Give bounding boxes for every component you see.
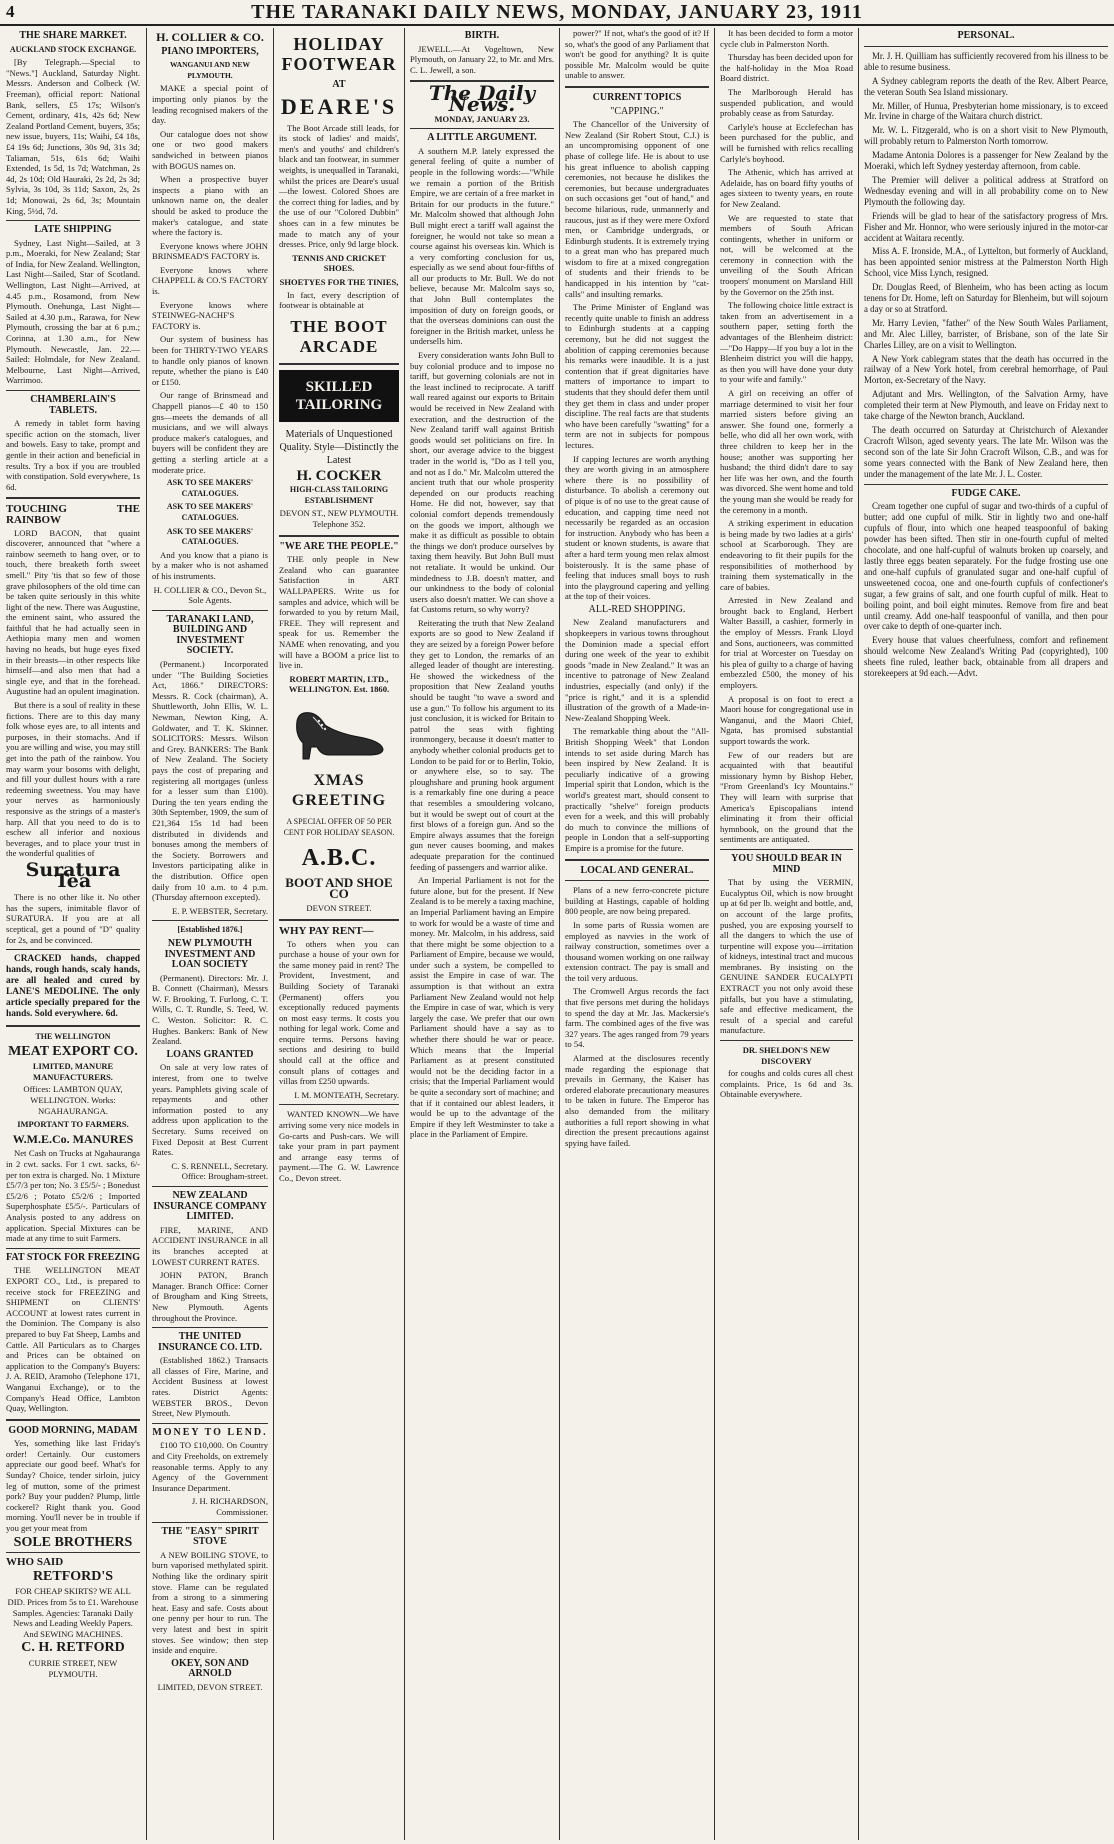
personal-item: Adjutant and Mrs. Wellington, of the Salvation Army, have completed their term at New Plymouth, and leave on Friday next to take charge of the Newton branch, Auckland.	[864, 389, 1108, 422]
capping-paragraph: If capping lectures are worth anything they are worth giving in an atmosphere where there is no possibility of disturbance. To abolish a ceremony out of pique is of no use to the great cause of education, and capping time need not necessarily be regarded as an occasion for instruction. Anybody who has been a student or known students, is aware that after a hard term young men relax almost boisterously. It is the same phase of feeling that induces small boys to rush into the playground capering and yelling at the top of their voices.	[565, 453, 709, 602]
money-to-lend-text: £100 TO £10,000. On Country and City Freeholds, on extremely reasonable terms. Apply to any Agency of the Government Insurance Department.	[152, 1440, 268, 1493]
personal-item: Madame Antonia Dolores is a passenger for New Zealand by the Moeraki, which left Sydney yesterday afternoon, from cable.	[864, 150, 1108, 172]
fat-stock-heading: FAT STOCK FOR FREEZING	[6, 1251, 140, 1263]
divider	[152, 1186, 268, 1187]
divider	[152, 610, 268, 611]
news-item: A striking experiment in education is being made by two ladies at a girls' school at Scarborough. They are endeavoring to fit their pupils for the responsibilities of motherhood by training them systematically in the care of babies.	[720, 518, 853, 592]
nz-insurance-heading: NEW ZEALAND INSURANCE COMPANY LIMITED.	[153, 1189, 267, 1223]
loans-heading: LOANS GRANTED	[166, 1048, 254, 1060]
news-item: We are requested to state that members of South African contingents, whether in uniform or not, will be welcomed at the ceremony in connection with the unveiling of the South African troopers' monument on Marsland Hill by the Governor on the 25th inst.	[720, 212, 853, 297]
personal-item: A Sydney cablegram reports the death of the Rev. Albert Pearce, the veteran South Sea Island missionary.	[864, 75, 1108, 97]
fudge-cake-heading: FUDGE CAKE.	[951, 487, 1021, 499]
cocker-address: DEVON ST., NEW PLYMOUTH. Telephone 352.	[279, 508, 399, 530]
collier-subheading: PIANO IMPORTERS,	[161, 45, 259, 57]
personal-item: Friends will be glad to hear of the satisfactory progress of Mrs. Fisher and Mr. Honnor, who were seriously injured in the motor-car accident at Waitara recently.	[864, 210, 1108, 243]
news-item: Arrested in New Zealand and brought back to England, Herbert Walter Bassill, a cashier, formerly in the employ of Messrs. Frank Lloyd and Sons, auctioneers, was committed for trial at Worcester on Tuesday on his plea of guilty to a charge of having embezzled £500, the money of his employers.	[720, 595, 853, 691]
retfords-brand: RETFORD'S	[32, 1568, 114, 1584]
column-rule	[273, 28, 274, 1840]
collier-place: WANGANUI AND NEW PLYMOUTH.	[169, 60, 250, 80]
divider	[864, 484, 1108, 485]
boot-shoe-co-heading: BOOT AND SHOE CO	[285, 875, 393, 901]
late-shipping-heading: LATE SHIPPING	[34, 224, 112, 236]
okey-son-arnold-address: LIMITED, DEVON STREET.	[157, 1681, 263, 1692]
column-5	[565, 28, 709, 1840]
news-item: The Athenic, which has arrived at Adelaide, has on board fifty youths of ages sixteen to twenty years, en route for New Zealand.	[720, 167, 853, 209]
meat-company-offices: Offices: LAMBTON QUAY, WELLINGTON. Works: NGAHAURANGA.	[23, 1084, 123, 1116]
meat-company-heading: MEAT EXPORT CO.	[8, 1043, 138, 1059]
birth-notice: JEWELL.—At Vogeltown, New Plymouth, on January 22, to Mr. and Mrs. C. L. Jewell, a son.	[410, 43, 554, 75]
personal-item: Mr. J. H. Quilliam has sufficiently recovered from his illness to be able to resume business.	[864, 50, 1108, 72]
news-item: Few of our readers but are acquainted with that beautiful missionary hymn by Bishop Heber, "From Greenland's Icy Mountains." They will learn with surprise that America's Episcopalians intend eliminating it from their official hymnbook, on the ground that the sentiments are antiquated.	[720, 749, 853, 845]
divider	[565, 859, 709, 861]
manures-brand: W.M.E.Co. MANURES	[12, 1131, 134, 1146]
column-1	[6, 28, 140, 1840]
xmas-greeting-text: A SPECIAL OFFER OF 50 PER CENT FOR HOLIDAY SEASON.	[283, 816, 395, 837]
divider	[6, 1025, 140, 1027]
holiday-footwear-text: The Boot Arcade still leads, for its stock of ladies' and maids', men's and youths' and children's black and tan footwear, in summer weights, is unequalled in Taranaki, whilst the prices are Deare's usual—the lowest. Colored Shoes are the correct thing for ladies, and by the use of our "Colored Dubbin" shoes can in a few minutes be made to match any of your dresses. Price, only 9d large block.	[279, 122, 399, 250]
cocker-subheading: HIGH-CLASS TAILORING ESTABLISHMENT	[289, 485, 389, 505]
column-rule	[146, 28, 147, 1840]
divider	[864, 46, 1108, 47]
divider	[152, 1327, 268, 1328]
collier-paragraph: MAKE a special point of importing only pianos by the leading recognised makers of the day.	[152, 83, 268, 126]
fat-stock-text: THE WELLINGTON MEAT EXPORT CO., Ltd., is prepared to receive stock for FREEZING and SHIPMENT on CLIENTS' ACCOUNT at lowest rates current in the Dominion. The Company is also prepared to buy Fat Sheep, Lambs and Cattle. All Particulars as to Charges and Prices can be obtained on application to the Company's Buyers: J. A. REID, Aramoho (Telephone 171, Wanganui Exchange), or to the Company's Head Office, Lambton Quay, Wellington.	[6, 1265, 140, 1414]
meat-farmers-notice: IMPORTANT TO FARMERS.	[17, 1119, 129, 1130]
divider	[6, 949, 140, 950]
divider	[152, 1423, 268, 1424]
column-rule	[858, 28, 859, 1840]
personal-item: A New York cablegram states that the death has occurred in the railway of a New York hotel, from cerebral hemorrhage, of Paul Morton, ex-Secretary of the Navy.	[864, 353, 1108, 386]
we-are-the-people-heading: "WE ARE THE PEOPLE."	[279, 540, 399, 552]
meat-company-subheading: LIMITED, MANURE MANUFACTURERS.	[32, 1061, 114, 1082]
argument-paragraph: Every consideration wants John Bull to buy colonial produce and to impose no tariff, but governing colonials are not in the least inclined to reciprocate. A tariff wall reared against our exports to Britain would be received in New Zealand with execration, and the destruction of the New Zealand tariff wall against British goods would set politicians on fire. In short, our average advice to the biggest trader in the world is, "Do as I tell you, and not as I do." Mr. Malcolm uttered the ancient truth that our whole prosperity depended on our products reaching Home. He did not, however, say that colonial comfort depends tremendously on the goods we import, although we make it as difficult as possible to obtain the things we don't produce ourselves by taxing them heavily. But John Bull must not retaliate. It would be unkind. Our mindedness to J.B. doesn't matter, and our unkindness to the body of colonial users also doesn't matter. We can shove a fat Customs return, so why worry?	[410, 350, 554, 615]
bear-in-mind-text: That by using the VERMIN, Eucalyptus Oil, which is now brought up at 6d per lb. weight and bottle, and, on account of the large profits, pushed, you are exposing yourself to all the dangers to which the use of turpentine will expose you—irritation of kidneys, intestinal tract and mucous membranes. By insisting on the GENUINE SANDER EUCALYPTI EXTRACT you not only avoid these pitfalls, but you have a stimulating, safe and effective medicament, the result of a special and careful manufacture.	[720, 877, 853, 1036]
makers-catalogues-line: ASK TO SEE MAKERS' CATALOGUES.	[166, 526, 254, 547]
united-insurance-heading: THE UNITED INSURANCE CO. LTD.	[157, 1331, 263, 1353]
divider	[720, 849, 853, 850]
holiday-at: AT	[332, 79, 346, 90]
chamberlain-text: A remedy in tablet form having specific action on the stomach, liver and bowels. Easy to take, prompt and gentle in their action and beneficial in results. Try a box if you are troubled with constipation. Sold everywhere, 1s 6d.	[6, 418, 140, 492]
divider	[565, 86, 709, 88]
masthead	[0, 0, 1114, 26]
birth-heading: BIRTH.	[464, 30, 500, 41]
boot-arcade-brand: THE BOOT ARCADE	[290, 316, 388, 356]
personal-item: Mr. Miller, of Hunua, Presbyterian home missionary, is to exceed Mr. Irvine in charge of the Waitara church district.	[864, 100, 1108, 122]
np-society-signature: C. S. RENNELL, Secretary. Office: Brougham-street.	[171, 1160, 268, 1182]
sheldon-heading: DR. SHELDON'S NEW DISCOVERY	[742, 1045, 831, 1066]
bear-in-mind-heading: YOU SHOULD BEAR IN MIND	[731, 852, 842, 875]
divider	[152, 920, 268, 921]
good-morning-text: Yes, something like last Friday's order! Certainly. Our customers appreciate our good beef. What's for Sunday? Choice, tender sirloin, juicy leg of mutton, some of the primest pork? Buy your pudden? Plump, little cockerel? Right thank you. Good morning. You'll never be in trouble if you get your meat from	[6, 1438, 140, 1534]
tennis-shoes-heading: TENNIS AND CRICKET SHOES.	[292, 252, 386, 274]
personal-heading: PERSONAL.	[957, 30, 1015, 41]
good-morning-heading: GOOD MORNING, MADAM	[8, 1424, 138, 1436]
deares-brand: DEARE'S	[280, 93, 398, 119]
makers-catalogues-line: ASK TO SEE MAKERS' CATALOGUES.	[166, 478, 254, 498]
news-item: Carlyle's house at Ecclefechan has been purchased for the public, and will be furnished with relics recalling Carlyle's boyhood.	[720, 121, 853, 164]
np-society-text: (Permanent). Directors: Mr. J. B. Connett (Chairman), Messrs W. F. Brooking, T. Furlong, C. T. Wills, C. T. Rundle, S. Teed, W. C. Weston. Solicitor: R. C. Hughes. Bankers: Bank of New Zealand.	[152, 972, 268, 1047]
newspaper-title: THE TARANAKI DAILY NEWS, MONDAY, JANUARY 23, 1911	[251, 1, 863, 23]
late-shipping-report: Sydney, Last Night—Sailed, at 3 p.m., Moeraki, for New Zealand; Star of India, for New Zealand. Wellington, Last Night—Sailed, Star of Scotland. Wellington, Last Night—Arrived, at 4.45 p.m., Rosamond, from New Plymouth. Onehunga, Last Night—Sailed at 4.30 p.m., Rarawa, for New Plymouth, crossing the bar at 6 p.m.; Corinna, at 1.30 a.m., for New Plymouth. Newcastle, Jan. 22.—Sailed: Holmdale, for New Zealand. Melbourne, Last Night—Arrived, Warrimoo.	[6, 237, 140, 386]
cocker-brand: H. COCKER	[296, 467, 382, 484]
collier-heading: H. COLLIER & CO.	[156, 30, 264, 44]
column-3	[279, 28, 399, 1840]
abc-address: DEVON STREET.	[306, 903, 372, 914]
retford-footer: C. H. RETFORD	[21, 1640, 125, 1656]
current-topics-heading: CURRENT TOPICS	[592, 91, 682, 103]
capping-heading: "CAPPING."	[610, 105, 664, 117]
np-society-heading: NEW PLYMOUTH INVESTMENT AND LOAN SOCIETY	[164, 937, 256, 971]
makers-catalogues-line: ASK TO SEE MAKERS' CATALOGUES.	[166, 502, 254, 522]
divider	[152, 1522, 268, 1523]
personal-item: Mr. Harry Levien, "father" of the New South Wales Parliament, and Mr. Alec Lilley, barrister, of Brisbane, son of the late Sir Charles Lilley, are on a visit to Wellington.	[864, 317, 1108, 350]
spirit-stove-heading: THE "EASY" SPIRIT STOVE	[161, 1525, 259, 1548]
personal-item: Dr. Douglas Reed, of Blenheim, who has been acting as locum tenens for Dr. Home, left on Saturday for Blenheim, but will sojourn a day or so at Stratford.	[864, 282, 1108, 314]
why-pay-rent-text: To others when you can purchase a house of your own for the same money paid in rent? The Provident, Investment, and Building Society of Taranaki (Permanent) offers you exceptionally reduced payments on most easy terms. It costs you nothing for legal work. Come and enquire terms. Persons having sections and desiring to build should call at the office and consult plans of cottages and villas from £250 upwards.	[279, 938, 399, 1087]
retford-address: CURRIE STREET, NEW PLYMOUTH.	[28, 1657, 118, 1679]
collier-paragraph: Our system of business has been for THIRTY-TWO YEARS to handle only pianos of known repute, whether the piano is £40 or £150.	[152, 334, 268, 387]
writing-pad-advert: Every house that values cheerfulness, comfort and refinement should welcome New Zealand's Writing Pad (copyrighted), 100 sheets fine ruled, leather back, obtainable from all drapers and storekeepers at 9d each.—Advt.	[864, 635, 1108, 679]
local-and-general-heading: LOCAL AND GENERAL.	[580, 864, 694, 876]
little-argument-heading: A LITTLE ARGUMENT.	[427, 132, 537, 144]
divider	[6, 1552, 140, 1553]
local-paragraph: Plans of a new ferro-concrete picture building at Hastings, capable of holding 800 people, are now being prepared.	[565, 885, 709, 917]
fudge-cake-recipe: Cream together one cupful of sugar and two-thirds of a cupful of butter; add one cupful of milk. Stir in lightly two and one-half cupfuls of flour, into which one heaped teaspoonful of baking powder has been sifted. Then stir in one-fourth cupful of melted chocolate, and one half-cupful of walnuts broken up coarsely, and lastly three eggs beaten separately. For the fudge frosting use one and one-half cupfuls of granulated sugar and one-half cupful of unsweetened cocoa, one and one-fourth cupfuls of confectioner's sugar, a few grains of salt, and one fourth cupful of milk. Heat to boiling point, and boil eight minutes. Remove from fire and beat until creamy. Add one-half teaspoonful of vanilla, and then pour over cake to depth of one-quarter inch.	[864, 501, 1108, 632]
suratura-text: There is no other like it. No other has the supers, inimitable flavor of SURATURA. If you are at all sceptical, get a pound of "D" quality for 2s, and be convinced.	[6, 892, 140, 945]
tailoring-text: Materials of Unquestioned Quality. Style—Distinctly the Latest	[279, 428, 399, 466]
editorial-date: MONDAY, JANUARY 23.	[434, 113, 530, 124]
collier-paragraph: Everyone knows where CHAPPELL & CO.'S FACTORY is.	[152, 264, 268, 297]
share-market-subheading: AUCKLAND STOCK EXCHANGE.	[9, 44, 137, 54]
news-item: The following choice little extract is taken from an advertisement in a southern paper, setting forth the advantages of the Blenheim district:—"Do Happy—If you buy a lot in the Blenheim district you will die happy, as then you will have done your duty to your wife and family."	[720, 300, 853, 385]
divider	[279, 919, 399, 921]
divider	[279, 1104, 399, 1105]
divider	[6, 497, 140, 499]
divider	[6, 1248, 140, 1249]
divider	[6, 1419, 140, 1421]
abc-brand: A.B.C.	[301, 845, 377, 872]
nz-insurance-signature: JOHN PATON, Branch Manager. Branch Office: Corner of Brougham and King Streets, New Plymouth. Agents throughout the Province.	[152, 1270, 268, 1323]
sheldon-text: for coughs and colds cures all chest complaints. Price, 1s 6d and 3s. Obtainable everywhere.	[720, 1068, 853, 1100]
loans-text: On sale at very low rates of interest, from one to twelve years. Pamphlets giving scale of repayments and other information posted to any address upon application to the Secretary. Sums received on Fixed Deposit at Best Current Rates.	[152, 1062, 268, 1158]
divider	[279, 363, 399, 365]
manures-text: Net Cash on Trucks at Ngahauranga in 2 cwt. sacks. For 1 cwt. sacks, 6/- per ton extra is charged. No. 1 Mixture £5/7/3 per ton; No. 3 £5/5/- ; Bonedust £5/2/6 ; Potato £5/2/6 ; Imported Superphosphate £5/5/-. Particulars of Analysis posted to any address on application. Special Mixtures can be made at any time to suit Farmers.	[6, 1148, 140, 1244]
collier-paragraph: When a prospective buyer inspects a piano with an unknown name on, the dealer should be asked to produce the maker's catalogue, and state where the factory is.	[152, 174, 268, 238]
shoetyes-heading: SHOETYES FOR THE TINIES,	[279, 276, 399, 287]
all-red-shopping-heading: ALL-RED SHOPPING.	[588, 603, 686, 615]
rainbow-heading: TOUCHING THE RAINBOW	[6, 503, 140, 526]
okey-son-arnold-brand: OKEY, SON AND ARNOLD	[171, 1657, 249, 1680]
share-market-heading: THE SHARE MARKET.	[19, 30, 127, 41]
money-to-lend-heading: MONEY TO LEND.	[152, 1426, 268, 1438]
sole-brothers-brand: SOLE BROTHERS	[13, 1534, 133, 1550]
rainbow-paragraph-1: LORD BACON, that quaint discoverer, announced that "where a rainbow seemeth to hang over, or to touch, there breaketh forth sweet smell." Pity 'tis that so few of those grave philosophers of the old time can be taken quite seriously in this white light of the new. There was Augustine, the eminent saint, who assured the faithful that he had actually seen in Aethiopia many men and women having no heads, but huge eyes fixed in their breasts—in other respects like himself—and also men that had a single eye, and that in the forehead. Augustine had an opulent imagination.	[6, 527, 140, 697]
rainbow-paragraph-2: But there is a soul of reality in these fictions. There are to this day many folk whose eyes are, to all intents and purposes, in their stomachs. And if you are willing and wise, you may still get into the path of the rainbow. You may warm your bosoms with delight, and fill your dullest hours with a rare redeeming sweetness. You may have your nerves as harmoniously responsive as the strings of a master's harp. All that you need to do is to eschew all inferior and noxious beverages, and to place your trust in the wonderful qualities of	[6, 700, 140, 859]
medoline-ad: CRACKED hands, chapped hands, rough hands, scaly hands, are all healed and cured by LANE'S MEDOLINE. The only article specially prepared for the hands. Sold everywhere. 6d.	[6, 954, 140, 1020]
news-item: The Marlborough Herald has suspended publication, and would probably cease as from Saturday.	[720, 86, 853, 119]
divider	[279, 535, 399, 537]
shoe-illustration-icon	[289, 703, 389, 763]
column-rule	[714, 28, 715, 1840]
divider	[565, 880, 709, 881]
column-7	[864, 28, 1108, 1840]
holiday-footwear-tail: In fact, every description of footwear is obtainable at	[279, 289, 399, 311]
wallpapers-text: THE only people in New Zealand who can guarantee Satisfaction in ART WALLPAPERS. Write us for samples and advice, which will be forwarded to you by return Mail, FREE. They will represent and speak for us. Remember the NAME when renovating, and you will have a BOOM a price list to live in.	[279, 554, 399, 671]
personal-item: The death occurred on Saturday at Christchurch of Alexander Cracroft Wilson, aged seventy years. The late Mr. Wilson was the second son of the late Sir John Cracroft Wilson, C.B., and was for some years connected with the Bank of New Zealand here, then under the management of the late Mr. J. L. Coster.	[864, 425, 1108, 479]
building-society-signature: E. P. WEBSTER, Secretary.	[172, 905, 268, 916]
np-society-established: [Established 1876.]	[177, 925, 243, 935]
divider	[720, 1040, 853, 1041]
collier-paragraph: And you know that a piano is by a maker who is not ashamed of his instruments.	[152, 549, 268, 581]
collier-paragraph: Our range of Brinsmead and Chappell pianos—£ 40 to 150 gns—meets the demands of all musicians, and we will always produce maker's catalogues, and buyers will be confident they are getting a sterling article at a moderate price.	[152, 390, 268, 475]
holiday-footwear-heading: HOLIDAY FOOTWEAR	[281, 34, 397, 74]
news-item: Thursday has been decided upon for the half-holiday in the Moa Road Board district.	[720, 52, 853, 84]
collier-signature: H. COLLIER & CO., Devon St., Sole Agents.	[153, 584, 267, 606]
skilled-tailoring-banner	[279, 370, 399, 422]
retford-text: FOR CHEAP SKIRTS? WE ALL DID. Prices from 5s to £1. Warehouse Samples. Agencies: Taranaki Daily News and Leading Weekly Papers. And SEWING MACHINES.	[7, 1586, 139, 1639]
meat-company-small-heading: THE WELLINGTON	[35, 1032, 111, 1042]
argument-continuation: power?" If not, what's the good of it? If so, what's the good of any Parliament that won't be good for anything? It is quite possible Mr. Malcolm would be quite unable to answer.	[565, 28, 709, 81]
divider	[6, 390, 140, 391]
divider	[6, 220, 140, 221]
column-rule	[559, 28, 560, 1840]
why-pay-rent-heading: WHY PAY RENT—	[279, 924, 374, 937]
news-item: A proposal is on foot to erect a Maori house for congregational use in Wanganui, and the Maori Chief, Ngata, has promised substantial support towards the work.	[720, 693, 853, 746]
xmas-greeting-heading: XMAS GREETING	[291, 771, 387, 809]
column-2	[152, 28, 268, 1840]
building-society-text: (Permanent.) Incorporated under "The Building Societies Act, 1866." DIRECTORS: Messrs. R. Cock (chairman), A. Shuttleworth, John Ellis, W. L. Newman, Newton King, A. Goldwater, and T. K. Skinner. SOLICITORS: Messrs. Wilson and Grey. BANKERS: The Bank of New Zealand. The Society pays the cost of preparing and registering all mortgages (unless for a lesser sum than £100). During the ten years ending the 30th September, 1909, the sum of £21,364 15s 1d had been distributed in dividends and bonuses among the members of the Society. Borrowers and Investors participating alike in the distribution. Office open daily from 10 a.m. to 4 p.m. (Thursday afternoon excepted).	[152, 659, 268, 903]
share-market-report: [By Telegraph.—Special to "News."] Auckland, Saturday Night. Messrs. Anderson and Colbeck (W. Freeman), official report: National Bank, sellers, £5 17s; Wilson's Cement, ordinary, 41s, 42s 6d; New Zealand Portland Cement, buyers, 35s; new issue, buyers, 11s; Waihi, £4 18s, £4 19s 6d; Junctions, 30s 9d, 31s 3d; Taliaman, 51s, 61s 6d; Waihi Extended, 1s 5d, 1s 7d; Watchman, 2s 4d, 2s 10d; Old Hauraki, 2s 2d, 2s 3d; Sylvia, 3s 10d, 3s 11d; Saxon, 2s, 2s 1d; Monowai, 2s 6d, 3s; Mountain King, 5½d, 7d.	[6, 57, 140, 216]
why-pay-rent-signature: I. M. MONTEATH, Secretary.	[294, 1089, 399, 1100]
all-red-paragraph: New Zealand manufacturers and shopkeepers in various towns throughout the Dominion made a special effort during one week of the year to exhibit goods "made in New Zealand." It was an incentive to patronage of New Zealand industries, especially (and only) if the "price is right," and it is a splendid illustration of the growth of a Made-in-New-Zealand Shopping Week.	[565, 617, 709, 723]
money-to-lend-signature: J. H. RICHARDSON, Commissioner.	[191, 1496, 268, 1517]
wanted-known-text: WANTED KNOWN—We have arriving some very nice models in Go-carts and Push-cars. We will take your pram in part payment and arrange easy terms of payment.—The G. W. Lawrence Co., Devon street.	[279, 1109, 399, 1183]
retford-lead: WHO SAID	[6, 1556, 64, 1569]
news-item: It has been decided to form a motor cycle club in Palmerston North.	[720, 28, 853, 49]
argument-paragraph: Reiterating the truth that New Zealand exports are so good to New Zealand if they are seized by a foreign Power before they get to London, the remarks of an alleged leader of thought are interesting. He showed the wickedness of the proposition that New Zealand youths should be taught "to wave a sword and use a gun." To follow his argument to its just conclusion, it is wicked for Britain to patrol the seas with fighting ironmongery, because it doesn't matter to anybody whether colonial products get to London to be paid for or to Berlin, Tokio, or anywhere else, so to say. The ploughshare and pruning hook argument is a remarkably fine one during a peace that resembles a smouldering volcano, but it would be swept out of court at the first blows of a foreign gun. And so the Empire always assumes that the foreign gun never causes booming, and makes adequate preparation for the continued feeding of passengers and warrior alike.	[410, 617, 554, 872]
argument-paragraph: An Imperial Parliament is not for the future alone, but for the present. If New Zealand is to be merely a taxing machine, an Imperial Parliament having an Empire to work for would be a waste of time and money. Mr. Malcolm, in his address, said that there might be some objection to a Parliament of Empire, because we would, under such a system, be compelled to assist the Empire in case of war. The assumption is that without an extra Parliament New Zealand would not help the Empire in case of war, which is very largely the case. We prefer that our own Parliament should have a say as to whether there should be war or peace. Which means that the Imperial Parliament as at present constituted would not be the deciding factor in a crisis; that the Imperial Parliament would be quite a secondary sort of machine; and that if it contained our ablest leaders, it would be up to the advantage of the Empire if they left Westminster to take a place in the Parliament of Empire.	[410, 875, 554, 1140]
local-paragraph: The Cromwell Argus records the fact that five persons met during the holidays to spend the day at Mr. Jas. Mackersie's farm. The combined ages of the five was 327 years. The ages ranged from 79 years to 54.	[565, 986, 709, 1050]
skilled-tailoring-heading: SKILLED TAILORING	[295, 378, 383, 413]
united-insurance-text: (Established 1862.) Transacts all classes of Fire, Marine, and Accident Business at lowest rates. District Agents: WEBSTER BROS., Devon Street, New Plymouth.	[152, 1355, 268, 1419]
local-paragraph: Alarmed at the disclosures recently made regarding the espionage that prevails in Germany, the Kaiser has ordered elaborate precautionary measures to be taken in future. The Emperor has also demanded from the military authorities a full report showing in what direction the present precautions against spying have failed.	[565, 1053, 709, 1148]
collier-paragraph: Everyone knows where STEINWEG-NACHF'S FACTORY is.	[152, 299, 268, 331]
personal-item: Miss A. F. Ironside, M.A., of Lyttelton, but formerly of Auckland, has been appointed senior mistress at the Palmerston North High School, vice Miss Lynch, resigned.	[864, 246, 1108, 279]
collier-paragraph: Everyone knows where JOHN BRINSMEAD'S FACTORY is.	[152, 240, 268, 262]
all-red-paragraph: The remarkable thing about the "All-British Shopping Week" that London intends to set aside during March has been inspired by New Zealand. It is peculiarly indicative of a growing Imperial spirit that London, which is the world's greatest mart, should consent to practically "shelve" foreign products even for a week, and this will probably do much to convince the millions of people in London that a self-supporting Empire is a promise for the future.	[565, 726, 709, 853]
local-paragraph: In some parts of Russia women are employed as navvies in the work of railway construction, sometimes over a thousand women working on one railway extension contract. The pay is small and the toil very arduous.	[565, 919, 709, 983]
column-6	[720, 28, 853, 1840]
argument-paragraph: A southern M.P. lately expressed the general feeling of quite a number of people in the following words:—"While we remain a portion of the British Empire, we are certain of a free market in Britain for our products in the future." Mr. Malcolm showed that although John Bull might erect a tariff wall against the foreigner, he would not take so mean a course against his overseas kin. Which is a very comforting conclusion for us, especially as we send about four-fifths of all our products to Mr. Bull. We do not believe, because Mr. Malcolm says so, that John Bull contemplates the imposition of duty on foreign goods, or that the overseas dominions can oust the foreigner in the British market, unless he undersells him.	[410, 145, 554, 347]
building-society-heading: TARANAKI LAND, BUILDING AND INVESTMENT SOCIETY.	[166, 613, 254, 657]
nz-insurance-text: FIRE, MARINE, AND ACCIDENT INSURANCE in all its branches accepted at LOWEST CURRENT RATES.	[152, 1224, 268, 1267]
column-4	[410, 28, 554, 1840]
suratura-tea-brand: Suratura Tea	[25, 858, 121, 892]
daily-news-nameplate: The Daily News.	[428, 81, 536, 116]
personal-item: Mr. W. L. Fitzgerald, who is on a short visit to New Plymouth, will probably return to Palmerston North tomorrow.	[864, 125, 1108, 147]
page-number: 4	[6, 2, 15, 21]
capping-paragraph: The Chancellor of the University of New Zealand (Sir Robert Stout, C.J.) is an uncompromising opponent of one phase of college life. He is about to use his great influence to abolish capping ceremonies, not because he dislikes the ceremonies, but because undergraduates on such occasions get "out of hand," and become hilarious, rude, unmannerly and raucous, just as if they were mere Oxford men, or Cambridge undergrads, or Edinburgh students. It is extremely trying to a great man who has prepared much wisdom to fire at a mixed congregation of students and their friends to be handicapped in his intention by "cat-calls" and insulting remarks.	[565, 119, 709, 299]
robert-martin-signature: ROBERT MARTIN, LTD., WELLINGTON. Est. 1860.	[288, 673, 390, 695]
divider	[410, 128, 554, 129]
column-rule	[404, 28, 405, 1840]
news-item: A girl on receiving an offer of marriage determined to visit her four married sisters before giving an answer. She found one, formerly a belle, who did all her own work, with three children to keep her in the house; another was supporting her husband; the third didn't dare to say her life was her own, and the fourth was divorced. She went home and told the young man she would be ready for the ceremony in a month.	[720, 388, 853, 515]
chamberlain-heading: CHAMBERLAIN'S TABLETS.	[30, 394, 116, 416]
spirit-stove-text: A NEW BOILING STOVE, to burn vaporised methylated spirit. Nothing like the ordinary spirit stove. Flame can be regulated from a strong to a simmering heat. Easy and safe. Costs about one penny per hour to run. The very latest and best in spirit stoves. See window; then step inside and enquire.	[152, 1549, 268, 1656]
collier-paragraph: Our catalogue does not show one or two good makers sandwiched in between pianos with BOGUS names on.	[152, 128, 268, 171]
capping-paragraph: The Prime Minister of England was recently quite unable to finish an address to Edinburgh students at a capping ceremony, but he did not suggest the abolition of capping ceremonies because his remarks were inaudible. It is a just contention that if great dignitaries have matters of importance to impart to students that they should defer them until they get them in class and under proper discipline. The real facts are that students who have been carefully "swatting" for a term are not in subjects for pompous lectures.	[565, 302, 709, 450]
personal-item: The Premier will deliver a political address at Stratford on Wednesday evening and will in all probability come on to New Plymouth the following day.	[864, 174, 1108, 207]
